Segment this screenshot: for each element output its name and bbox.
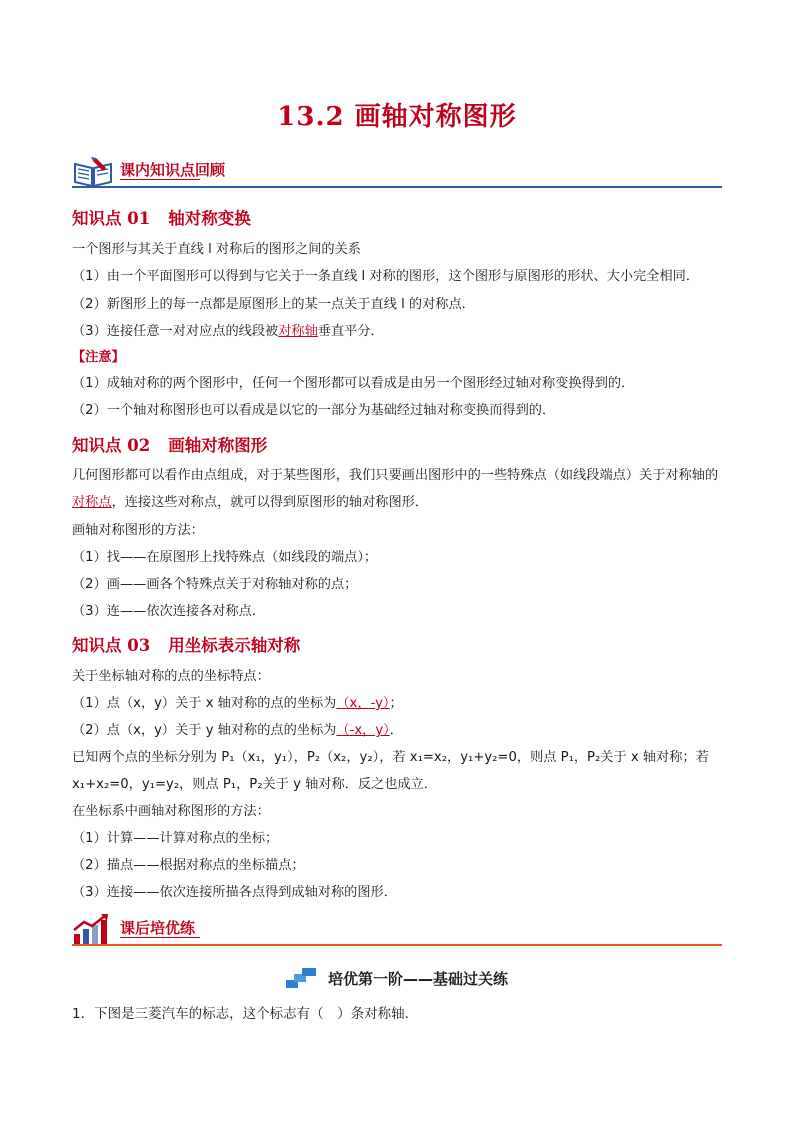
kp-number: 知识点 03: [72, 636, 151, 655]
text-line: 画轴对称图形的方法：: [72, 523, 204, 538]
text-segment: 垂直平分．: [317, 324, 384, 339]
answer-underline: 对称点: [72, 495, 112, 510]
text-line: 关于坐标轴对称的点的坐标特点：: [72, 669, 270, 684]
text-line: （2）描点——根据对称点的坐标描点；: [72, 858, 305, 873]
banner-rule: [72, 944, 722, 946]
kp-number: 知识点 02: [72, 436, 151, 455]
kp-name: 轴对称变换: [168, 209, 251, 228]
text-line: （3）连接——依次连接所描各点得到成轴对称的图形．: [72, 885, 397, 900]
text-line: （1）成轴对称的两个图形中，任何一个图形都可以看成是由另一个图形经过轴对称变换得到的．: [72, 376, 635, 391]
text-segment: ；: [389, 696, 403, 711]
section-banner-label: 课后培优练: [120, 919, 196, 937]
practice-heading: [0, 968, 794, 989]
answer-underline: 对称轴: [278, 324, 318, 339]
section-banner-practice: [72, 912, 722, 946]
answer-underline: （x，-y）: [336, 696, 390, 711]
stairs-icon: [286, 968, 320, 988]
open-book-icon: [72, 154, 114, 188]
text-line: [72, 721, 403, 740]
text-line: （1）计算——计算对称点的坐标；: [72, 831, 279, 846]
banner-rule: [72, 186, 722, 188]
knowledge-point-heading-02: [72, 432, 267, 456]
text-segment: 几何图形都可以看作由点组成，对于某些图形，我们只要画出图形中的一些特殊点（如线段端点）关于对称轴的: [72, 468, 719, 483]
section-banner-review: [72, 154, 722, 188]
banner-label-underline: [120, 937, 200, 938]
question-1: 1．下图是三菱汽车的标志，这个标志有（ ）条对称轴．: [72, 1006, 419, 1022]
knowledge-point-heading-01: [72, 205, 251, 229]
growth-chart-icon: [72, 912, 114, 946]
text-paragraph: 已知两个点的坐标分别为 P₁（x₁，y₁），P₂（x₂，y₂），若 x₁=x₂，y₁+y₂=0，则点 P₁，P₂关于 x 轴对称；若 x₁+x₂=0，y₁=y₂，则点 P₁，P₂关于 y 轴对称．反之也成立．: [72, 750, 709, 792]
section-banner-label: 课内知识点回顾: [120, 161, 226, 179]
kp-name: 画轴对称图形: [168, 436, 268, 455]
banner-label-underline: [120, 179, 200, 180]
text-line: 在坐标系中画轴对称图形的方法：: [72, 804, 270, 819]
text-line: （2）一个轴对称图形也可以看成是以它的一部分为基础经过轴对称变换而得到的．: [72, 403, 556, 418]
text-line: 一个图形与其关于直线 l 对称后的图形之间的关系: [72, 242, 361, 257]
text-segment: ．: [389, 723, 403, 738]
text-line: [72, 694, 403, 713]
kp-number: 知识点 01: [72, 209, 151, 228]
text-segment: （1）点（x，y）关于 x 轴对称的点的坐标为: [72, 696, 337, 711]
kp-name: 用坐标表示轴对称: [168, 636, 301, 655]
text-line: [72, 322, 384, 341]
text-line: （1）由一个平面图形可以得到与它关于一条直线 l 对称的图形，这个图形与原图形的形状、大小完全相同．: [72, 269, 700, 284]
knowledge-point-heading-03: [72, 632, 300, 656]
page-title: 13.2 画轴对称图形: [277, 102, 517, 132]
text-line: （2）新图形上的每一点都是原图形上的某一点关于直线 l 的对称点．: [72, 297, 475, 312]
text-line: （2）画——画各个特殊点关于对称轴对称的点；: [72, 577, 358, 592]
text-line: （3）连——依次连接各对称点．: [72, 604, 266, 619]
text-paragraph: [72, 462, 722, 516]
practice-heading-text: 培优第一阶——基础过关练: [327, 970, 508, 988]
note-title: 【注意】: [72, 350, 125, 365]
text-segment: ，连接这些对称点，就可以得到原图形的轴对称图形．: [111, 495, 429, 510]
text-segment: （2）点（x，y）关于 y 轴对称的点的坐标为: [72, 723, 337, 738]
answer-underline: （-x，y）: [336, 723, 390, 738]
text-segment: （3）连接任意一对对应点的线段被: [72, 324, 279, 339]
text-line: （1）找——在原图形上找特殊点（如线段的端点）；: [72, 550, 378, 565]
